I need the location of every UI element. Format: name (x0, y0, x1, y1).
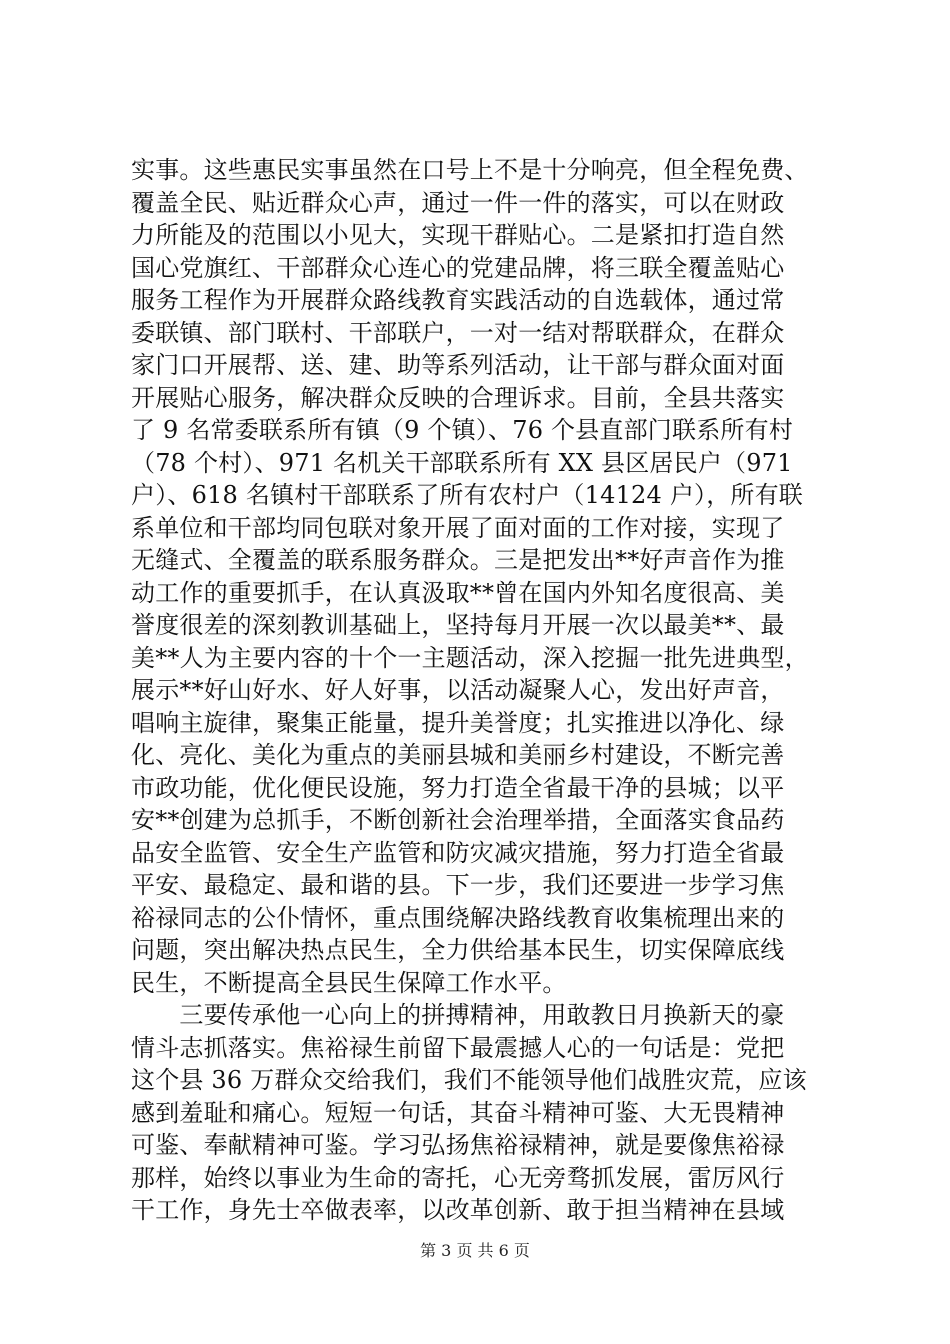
text-line: 市政功能，优化便民设施，努力打造全省最干净的县城；以平 (131, 773, 785, 802)
text-line: 了 9 名常委联系所有镇（9 个镇）、76 个县直部门联系所有村 (131, 416, 793, 444)
text-line: 干工作，身先士卒做表率，以改革创新、敢于担当精神在县域 (131, 1196, 785, 1224)
text-line: 这个县 36 万群众交给我们，我们不能领导他们战胜灾荒，应该 (131, 1066, 807, 1094)
text-line: 品安全监管、安全生产监管和防灾减灾措施，努力打造全省最 (131, 838, 785, 867)
text-line: 三要传承他一心向上的拼搏精神，用敢教日月换新天的豪 (131, 1001, 785, 1029)
text-line: 情斗志抓落实。焦裕禄生前留下最震撼人心的一句话是：党把 (131, 1033, 785, 1062)
text-line: 动工作的重要抓手，在认真汲取**曾在国内外知名度很高、美 (131, 578, 785, 607)
text-line: 实事。这些惠民实事虽然在口号上不是十分响亮，但全程免费、 (131, 156, 809, 184)
text-line: 家门口开展帮、送、建、助等系列活动，让干部与群众面对面 (131, 351, 785, 379)
text-line: 唱响主旋律，聚集正能量，提升美誉度；扎实推进以净化、绿 (131, 708, 785, 737)
body-text (131, 154, 831, 1227)
text-line: 誉度很差的深刻教训基础上，坚持每月开展一次以最美**、最 (131, 611, 785, 639)
text-line: 民生，不断提高全县民生保障工作水平。 (131, 968, 567, 997)
text-line: 可鉴、奉献精神可鉴。学习弘扬焦裕禄精神，就是要像焦裕禄 (131, 1131, 785, 1159)
text-line: 平安、最稳定、最和谐的县。下一步，我们还要进一步学习焦 (131, 871, 785, 899)
text-line: 无缝式、全覆盖的联系服务群众。三是把发出**好声音作为推 (131, 546, 785, 574)
text-line: （78 个村）、971 名机关干部联系所有 XX 县区居民户（971 (131, 448, 793, 477)
text-line: 安**创建为总抓手，不断创新社会治理举措，全面落实食品药 (131, 806, 785, 834)
text-line: 委联镇、部门联村、干部联户，一对一结对帮联群众，在群众 (131, 318, 785, 347)
text-line: 展示**好山好水、好人好事，以活动凝聚人心，发出好声音， (131, 676, 785, 704)
text-line: 化、亮化、美化为重点的美丽县城和美丽乡村建设，不断完善 (131, 741, 785, 769)
page-number-footer: 第 3 页 共 6 页 (420, 1241, 530, 1260)
text-line: 国心党旗红、干部群众心连心的党建品牌，将三联全覆盖贴心 (131, 253, 785, 282)
text-line: 那样，始终以事业为生命的寄托，心无旁骛抓发展，雷厉风行 (131, 1163, 785, 1192)
text-line: 裕禄同志的公仆情怀，重点围绕解决路线教育收集梳理出来的 (131, 903, 785, 932)
text-line: 问题，突出解决热点民生，全力供给基本民生，切实保障底线 (131, 936, 785, 964)
text-line: 覆盖全民、贴近群众心声，通过一件一件的落实，可以在财政 (131, 188, 785, 217)
text-line: 美**人为主要内容的十个一主题活动，深入挖掘一批先进典型， (131, 643, 809, 672)
text-line: 力所能及的范围以小见大，实现干群贴心。二是紧扣打造自然 (131, 221, 785, 249)
text-line: 开展贴心服务，解决群众反映的合理诉求。目前，全县共落实 (131, 383, 785, 412)
text-line: 感到羞耻和痛心。短短一句话，其奋斗精神可鉴、大无畏精神 (131, 1098, 785, 1127)
text-line: 服务工程作为开展群众路线教育实践活动的自选载体，通过常 (131, 286, 785, 314)
text-line: 户）、618 名镇村干部联系了所有农村户（14124 户），所有联 (131, 481, 804, 509)
text-line: 系单位和干部均同包联对象开展了面对面的工作对接，实现了 (131, 513, 785, 542)
